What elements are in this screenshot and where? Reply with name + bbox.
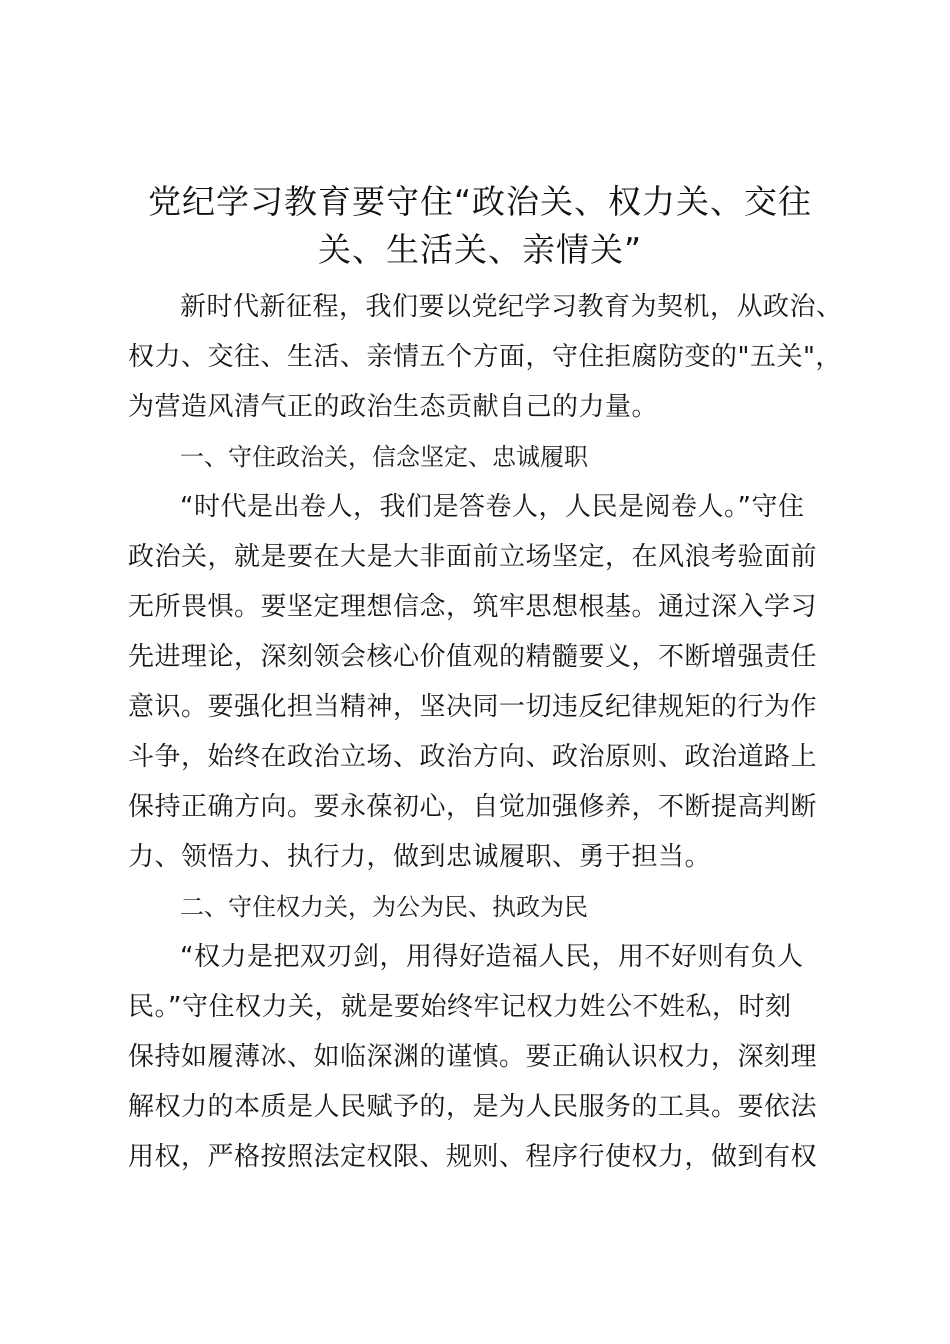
paragraph-line: 意识。要强化担当精神，坚决同一切违反纪律规矩的行为作	[128, 692, 818, 722]
paragraph-line: 保持正确方向。要永葆初心，自觉加强修养，不断提高判断	[128, 792, 818, 822]
paragraph-line: 用权，严格按照法定权限、规则、程序行使权力，做到有权	[128, 1142, 818, 1172]
paragraph-line: 先进理论，深刻领会核心价值观的精髓要义，不断增强责任	[128, 642, 818, 672]
paragraph-line: 政治关，就是要在大是大非面前立场坚定，在风浪考验面前	[128, 542, 818, 572]
paragraph-line: 力、领悟力、执行力，做到忠诚履职、勇于担当。	[128, 842, 712, 872]
paragraph-line: 保持如履薄冰、如临深渊的谨慎。要正确认识权力，深刻理	[128, 1042, 818, 1072]
document-title	[100, 178, 860, 274]
document-body	[128, 282, 843, 1182]
paragraph-line: 权力、交往、生活、亲情五个方面，守住拒腐防变的"五关"，	[128, 342, 842, 372]
paragraph-line: 解权力的本质是人民赋予的，是为人民服务的工具。要依法	[128, 1092, 818, 1122]
paragraph-line: 斗争，始终在政治立场、政治方向、政治原则、政治道路上	[128, 742, 818, 772]
paragraph-line: 新时代新征程，我们要以党纪学习教育为契机，从政治、	[180, 292, 843, 322]
paragraph-line: “权力是把双刃剑，用得好造福人民，用不好则有负人	[180, 942, 804, 972]
paragraph-line: “时代是出卷人，我们是答卷人，人民是阅卷人。”守住	[180, 492, 805, 522]
section-heading: 二、守住权力关，为公为民、执政为民	[180, 893, 588, 921]
paragraph-line: 无所畏惧。要坚定理想信念，筑牢思想根基。通过深入学习	[128, 592, 818, 622]
title-line-1: 党纪学习教育要守住“政治关、权力关、交往	[147, 182, 813, 221]
paragraph-line: 民。”守住权力关，就是要始终牢记权力姓公不姓私，时刻	[128, 992, 792, 1022]
section-heading: 一、守住政治关，信念坚定、忠诚履职	[180, 443, 588, 471]
title-line-2: 关、生活关、亲情关”	[317, 230, 643, 269]
paragraph-line: 为营造风清气正的政治生态贡献自己的力量。	[128, 392, 659, 422]
